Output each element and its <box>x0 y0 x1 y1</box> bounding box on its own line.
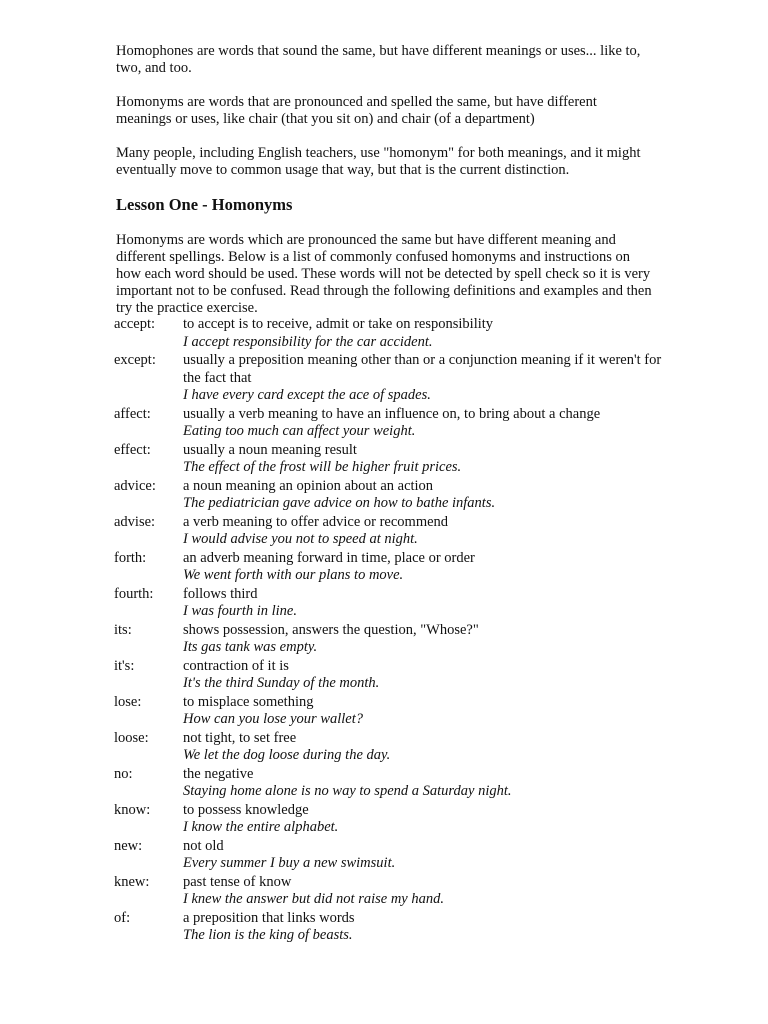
entry-body <box>183 838 674 873</box>
entry-term: it's: <box>114 657 135 674</box>
lesson-description: Homonyms are words which are pronounced the same but have different meaning and different spellings. Below is a list of commonly confused homonyms and instructions on how each word should be used. These words will not be detected by spell check so it is very important not to be confused. Read through the following definitions and examples and then try the practice exercise. <box>116 232 652 316</box>
entry-example: The pediatrician gave advice on how to bathe infants. <box>183 495 496 511</box>
entry-body <box>183 622 674 657</box>
definition-entry <box>114 406 674 441</box>
homophones-paragraph: Homophones are words that sound the same, but have different meanings or uses... like to, two, and too. <box>116 43 641 76</box>
entry-example: It's the third Sunday of the month. <box>183 675 380 691</box>
lesson-heading: Lesson One - Homonyms <box>116 195 293 214</box>
definition-entry <box>114 550 674 585</box>
entry-example: Its gas tank was empty. <box>183 639 318 655</box>
entry-body <box>183 442 674 477</box>
entry-example: I knew the answer but did not raise my hand. <box>183 891 444 907</box>
entry-example: We went forth with our plans to move. <box>183 567 404 583</box>
entry-example: I was fourth in line. <box>183 603 297 619</box>
entry-body <box>183 910 674 945</box>
entry-definition: to misplace something <box>183 693 314 710</box>
entry-definition: shows possession, answers the question, "Whose?" <box>183 621 479 638</box>
entry-body <box>183 694 674 729</box>
definition-entry <box>114 442 674 477</box>
definition-entry <box>114 352 674 405</box>
entry-body <box>183 550 674 585</box>
entry-term: of: <box>114 909 131 926</box>
definition-entry <box>114 586 674 621</box>
entry-definition: an adverb meaning forward in time, place or order <box>183 549 475 566</box>
homonyms-paragraph: Homonyms are words that are pronounced and spelled the same, but have different meanings or uses, like chair (that you sit on) and chair (of a department) <box>116 94 597 127</box>
definition-entry <box>114 910 674 945</box>
entry-definition: not tight, to set free <box>183 729 297 746</box>
entry-definition: a verb meaning to offer advice or recommend <box>183 513 449 530</box>
entry-body <box>183 802 674 837</box>
entry-body <box>183 658 674 693</box>
entry-body <box>183 316 674 351</box>
entry-term: new: <box>114 837 143 854</box>
entry-example: The effect of the frost will be higher fruit prices. <box>183 459 462 475</box>
definition-entry <box>114 658 674 693</box>
entry-example: The lion is the king of beasts. <box>183 927 353 943</box>
entry-term: fourth: <box>114 585 154 602</box>
definition-entry <box>114 838 674 873</box>
word-definition-list <box>114 316 674 946</box>
definition-entry <box>114 694 674 729</box>
entry-definition: to possess knowledge <box>183 801 309 818</box>
definition-entry <box>114 874 674 909</box>
entry-term: except: <box>114 352 156 368</box>
entry-body <box>183 766 674 801</box>
entry-definition: to accept is to receive, admit or take on responsibility <box>183 316 494 332</box>
entry-body <box>183 874 674 909</box>
entry-term: its: <box>114 621 132 638</box>
entry-example: Every summer I buy a new swimsuit. <box>183 855 396 871</box>
entry-body <box>183 514 674 549</box>
entry-definition: follows third <box>183 585 258 602</box>
entry-definition: a preposition that links words <box>183 909 355 926</box>
entry-term: no: <box>114 765 133 782</box>
definition-entry <box>114 802 674 837</box>
entry-definition: the negative <box>183 765 254 782</box>
entry-example: I accept responsibility for the car accident. <box>183 333 433 350</box>
entry-term: effect: <box>114 441 151 458</box>
entry-term: loose: <box>114 729 149 746</box>
definition-entry <box>114 478 674 513</box>
entry-term: accept: <box>114 316 156 332</box>
entry-definition: a noun meaning an opinion about an action <box>183 477 434 494</box>
definition-entry <box>114 730 674 765</box>
entry-term: affect: <box>114 405 151 422</box>
entry-definition: usually a preposition meaning other than or a conjunction meaning if it weren't for the fact that <box>183 352 662 386</box>
entry-term: advise: <box>114 513 156 530</box>
entry-example: I know the entire alphabet. <box>183 819 339 835</box>
entry-example: Eating too much can affect your weight. <box>183 423 416 439</box>
entry-body <box>183 478 674 513</box>
entry-definition: contraction of it is <box>183 657 289 674</box>
entry-term: knew: <box>114 873 150 890</box>
definition-entry <box>114 766 674 801</box>
entry-example: I have every card except the ace of spades. <box>183 387 431 403</box>
entry-term: advice: <box>114 477 156 494</box>
entry-definition: usually a verb meaning to have an influence on, to bring about a change <box>183 405 601 422</box>
entry-term: forth: <box>114 549 147 566</box>
entry-body <box>183 730 674 765</box>
entry-example: Staying home alone is no way to spend a Saturday night. <box>183 783 512 799</box>
entry-body <box>183 406 674 441</box>
entry-definition: past tense of know <box>183 873 292 890</box>
entry-body <box>183 352 674 405</box>
entry-body <box>183 586 674 621</box>
definition-entry <box>114 316 674 351</box>
entry-example: How can you lose your wallet? <box>183 711 364 727</box>
entry-term: know: <box>114 801 151 818</box>
entry-term: lose: <box>114 693 142 710</box>
definition-entry <box>114 514 674 549</box>
definition-entry <box>114 622 674 657</box>
entry-definition: usually a noun meaning result <box>183 441 357 458</box>
entry-example: I would advise you not to speed at night. <box>183 531 418 547</box>
entry-example: We let the dog loose during the day. <box>183 747 391 763</box>
usage-note-paragraph: Many people, including English teachers, use "homonym" for both meanings, and it might eventually move to common usage that way, but that is the current distinction. <box>116 145 641 178</box>
entry-definition: not old <box>183 837 224 854</box>
